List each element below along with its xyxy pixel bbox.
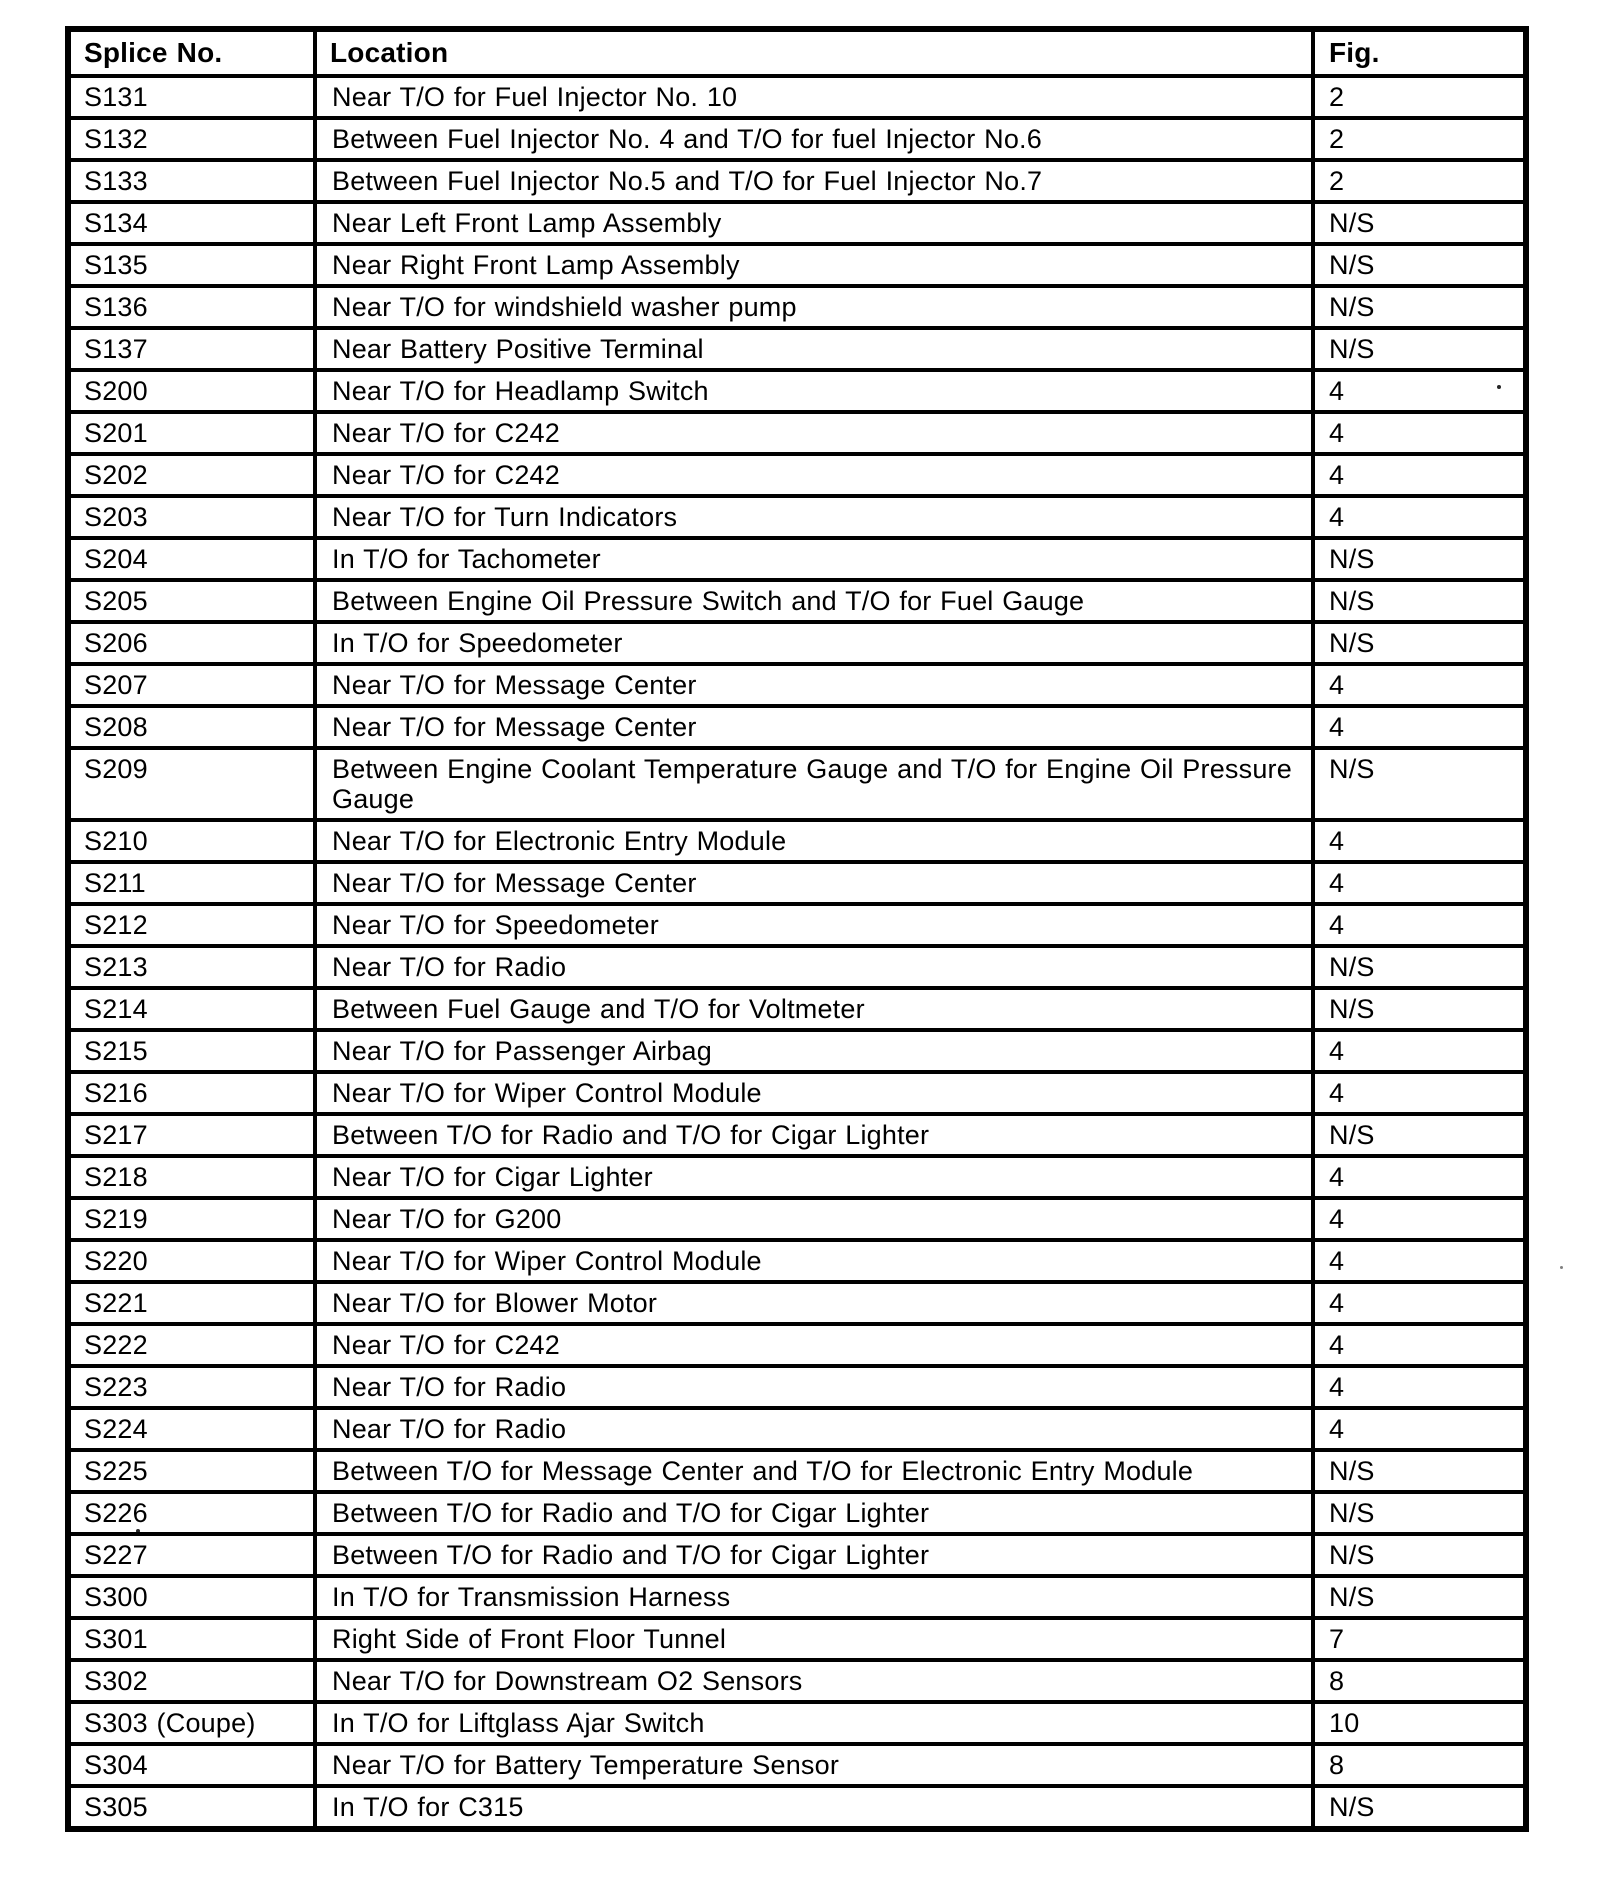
fig-cell: N/S: [1313, 622, 1526, 664]
table-row: [68, 1492, 1526, 1534]
location-cell: Near T/O for Fuel Injector No. 10: [315, 76, 1313, 118]
splice-no-cell: S200: [68, 370, 315, 412]
location-cell: Between Fuel Gauge and T/O for Voltmeter: [315, 988, 1313, 1030]
fig-cell: 4: [1313, 1366, 1526, 1408]
table-row: [68, 1366, 1526, 1408]
fig-cell: 4: [1313, 904, 1526, 946]
table-row: [68, 1534, 1526, 1576]
splice-no-cell: S225: [68, 1450, 315, 1492]
location-cell: In T/O for Tachometer: [315, 538, 1313, 580]
fig-cell: 4: [1313, 1072, 1526, 1114]
table-row: [68, 1660, 1526, 1702]
table-row: [68, 1786, 1526, 1829]
fig-cell: 4: [1313, 1408, 1526, 1450]
splice-no-cell: S217: [68, 1114, 315, 1156]
location-cell: Near T/O for C242: [315, 412, 1313, 454]
header-splice-no: Splice No.: [68, 29, 315, 76]
splice-no-cell: S137: [68, 328, 315, 370]
table-row: [68, 1030, 1526, 1072]
table-row: [68, 244, 1526, 286]
location-cell: Near T/O for Turn Indicators: [315, 496, 1313, 538]
fig-cell: N/S: [1313, 1114, 1526, 1156]
location-cell: Between T/O for Message Center and T/O for Electronic Entry Module: [315, 1450, 1313, 1492]
table-row: [68, 412, 1526, 454]
splice-no-cell: S203: [68, 496, 315, 538]
location-cell: Near Right Front Lamp Assembly: [315, 244, 1313, 286]
fig-cell: N/S: [1313, 946, 1526, 988]
table-row: [68, 1240, 1526, 1282]
fig-cell: 4: [1313, 412, 1526, 454]
location-cell: Near T/O for Electronic Entry Module: [315, 820, 1313, 862]
fig-cell: 2: [1313, 118, 1526, 160]
splice-no-cell: S303 (Coupe): [68, 1702, 315, 1744]
table-row: [68, 706, 1526, 748]
splice-no-cell: S226: [68, 1492, 315, 1534]
splice-location-table: [65, 26, 1529, 1832]
location-cell: Near T/O for Passenger Airbag: [315, 1030, 1313, 1072]
table-row: [68, 664, 1526, 706]
table-row: [68, 286, 1526, 328]
fig-cell: N/S: [1313, 1492, 1526, 1534]
splice-no-cell: S216: [68, 1072, 315, 1114]
location-cell: Near Left Front Lamp Assembly: [315, 202, 1313, 244]
scan-speck: [136, 1529, 140, 1533]
table-row: [68, 1744, 1526, 1786]
fig-cell: N/S: [1313, 1534, 1526, 1576]
location-cell: Near T/O for Headlamp Switch: [315, 370, 1313, 412]
table-row: [68, 454, 1526, 496]
location-cell: In T/O for Liftglass Ajar Switch: [315, 1702, 1313, 1744]
table-row: [68, 748, 1526, 820]
fig-cell: N/S: [1313, 988, 1526, 1030]
table-row: [68, 1156, 1526, 1198]
table-row: [68, 1324, 1526, 1366]
location-cell: Between Fuel Injector No. 4 and T/O for fuel Injector No.6: [315, 118, 1313, 160]
location-cell: Near T/O for Wiper Control Module: [315, 1240, 1313, 1282]
scan-speck: [1497, 385, 1501, 389]
splice-no-cell: S223: [68, 1366, 315, 1408]
location-cell: Near T/O for C242: [315, 1324, 1313, 1366]
table-row: [68, 622, 1526, 664]
location-cell: Near T/O for Radio: [315, 946, 1313, 988]
fig-cell: 10: [1313, 1702, 1526, 1744]
splice-no-cell: S224: [68, 1408, 315, 1450]
splice-no-cell: S209: [68, 748, 315, 820]
table-row: [68, 862, 1526, 904]
splice-no-cell: S134: [68, 202, 315, 244]
fig-cell: N/S: [1313, 1786, 1526, 1829]
fig-cell: 2: [1313, 76, 1526, 118]
splice-no-cell: S213: [68, 946, 315, 988]
fig-cell: 8: [1313, 1744, 1526, 1786]
location-cell: Near T/O for Radio: [315, 1366, 1313, 1408]
table-row: [68, 1576, 1526, 1618]
splice-no-cell: S131: [68, 76, 315, 118]
fig-cell: 4: [1313, 664, 1526, 706]
splice-no-cell: S214: [68, 988, 315, 1030]
table-row: [68, 1198, 1526, 1240]
fig-cell: N/S: [1313, 538, 1526, 580]
location-cell: Near T/O for C242: [315, 454, 1313, 496]
location-cell: Between T/O for Radio and T/O for Cigar Lighter: [315, 1492, 1313, 1534]
fig-cell: 4: [1313, 706, 1526, 748]
table-row: [68, 202, 1526, 244]
table-row: [68, 370, 1526, 412]
splice-no-cell: S304: [68, 1744, 315, 1786]
splice-no-cell: S210: [68, 820, 315, 862]
fig-cell: 4: [1313, 1198, 1526, 1240]
location-cell: Right Side of Front Floor Tunnel: [315, 1618, 1313, 1660]
fig-cell: N/S: [1313, 748, 1526, 820]
table-row: [68, 160, 1526, 202]
table-row: [68, 1408, 1526, 1450]
splice-no-cell: S305: [68, 1786, 315, 1829]
table-row: [68, 904, 1526, 946]
fig-cell: 4: [1313, 1156, 1526, 1198]
location-cell: In T/O for Transmission Harness: [315, 1576, 1313, 1618]
splice-no-cell: S202: [68, 454, 315, 496]
table-row: [68, 328, 1526, 370]
location-cell: Between T/O for Radio and T/O for Cigar Lighter: [315, 1114, 1313, 1156]
table-header: [68, 29, 1526, 76]
fig-cell: 4: [1313, 1282, 1526, 1324]
location-cell: Near T/O for Speedometer: [315, 904, 1313, 946]
scan-speck: [1560, 1266, 1563, 1269]
splice-no-cell: S212: [68, 904, 315, 946]
fig-cell: N/S: [1313, 328, 1526, 370]
fig-cell: N/S: [1313, 1450, 1526, 1492]
splice-no-cell: S207: [68, 664, 315, 706]
location-cell: Near T/O for Downstream O2 Sensors: [315, 1660, 1313, 1702]
location-cell: Near T/O for Message Center: [315, 664, 1313, 706]
location-cell: Near T/O for Wiper Control Module: [315, 1072, 1313, 1114]
splice-no-cell: S201: [68, 412, 315, 454]
table-row: [68, 1618, 1526, 1660]
table-body: [68, 76, 1526, 1829]
fig-cell: 4: [1313, 1240, 1526, 1282]
splice-no-cell: S215: [68, 1030, 315, 1072]
location-cell: Near T/O for Message Center: [315, 862, 1313, 904]
fig-cell: 4: [1313, 862, 1526, 904]
location-cell: Near T/O for Blower Motor: [315, 1282, 1313, 1324]
table-row: [68, 1702, 1526, 1744]
splice-no-cell: S135: [68, 244, 315, 286]
splice-no-cell: S218: [68, 1156, 315, 1198]
splice-no-cell: S205: [68, 580, 315, 622]
location-cell: Near T/O for Battery Temperature Sensor: [315, 1744, 1313, 1786]
splice-no-cell: S219: [68, 1198, 315, 1240]
location-cell: In T/O for C315: [315, 1786, 1313, 1829]
splice-no-cell: S211: [68, 862, 315, 904]
location-cell: Between Fuel Injector No.5 and T/O for Fuel Injector No.7: [315, 160, 1313, 202]
splice-no-cell: S204: [68, 538, 315, 580]
splice-no-cell: S220: [68, 1240, 315, 1282]
header-location: Location: [315, 29, 1313, 76]
splice-no-cell: S208: [68, 706, 315, 748]
table-row: [68, 1450, 1526, 1492]
splice-no-cell: S227: [68, 1534, 315, 1576]
fig-cell: 8: [1313, 1660, 1526, 1702]
fig-cell: 4: [1313, 370, 1526, 412]
table-row: [68, 580, 1526, 622]
fig-cell: N/S: [1313, 580, 1526, 622]
splice-no-cell: S222: [68, 1324, 315, 1366]
location-cell: In T/O for Speedometer: [315, 622, 1313, 664]
splice-no-cell: S136: [68, 286, 315, 328]
location-cell: Near Battery Positive Terminal: [315, 328, 1313, 370]
table-row: [68, 1072, 1526, 1114]
table-row: [68, 538, 1526, 580]
fig-cell: 2: [1313, 160, 1526, 202]
splice-no-cell: S132: [68, 118, 315, 160]
fig-cell: 4: [1313, 496, 1526, 538]
table-row: [68, 988, 1526, 1030]
fig-cell: N/S: [1313, 244, 1526, 286]
location-cell: Near T/O for Message Center: [315, 706, 1313, 748]
splice-no-cell: S133: [68, 160, 315, 202]
fig-cell: 4: [1313, 1030, 1526, 1072]
location-cell: Between Engine Coolant Temperature Gauge and T/O for Engine Oil Pressure Gauge: [315, 748, 1313, 820]
fig-cell: N/S: [1313, 202, 1526, 244]
location-cell: Near T/O for Radio: [315, 1408, 1313, 1450]
splice-no-cell: S302: [68, 1660, 315, 1702]
table-row: [68, 1114, 1526, 1156]
splice-no-cell: S300: [68, 1576, 315, 1618]
table-row: [68, 820, 1526, 862]
splice-no-cell: S301: [68, 1618, 315, 1660]
fig-cell: 7: [1313, 1618, 1526, 1660]
location-cell: Near T/O for G200: [315, 1198, 1313, 1240]
table-row: [68, 946, 1526, 988]
table-row: [68, 1282, 1526, 1324]
location-cell: Between T/O for Radio and T/O for Cigar Lighter: [315, 1534, 1313, 1576]
fig-cell: N/S: [1313, 1576, 1526, 1618]
fig-cell: 4: [1313, 1324, 1526, 1366]
location-cell: Between Engine Oil Pressure Switch and T/O for Fuel Gauge: [315, 580, 1313, 622]
fig-cell: 4: [1313, 820, 1526, 862]
header-fig: Fig.: [1313, 29, 1526, 76]
location-cell: Near T/O for windshield washer pump: [315, 286, 1313, 328]
header-row: [68, 29, 1526, 76]
fig-cell: N/S: [1313, 286, 1526, 328]
table-row: [68, 118, 1526, 160]
fig-cell: 4: [1313, 454, 1526, 496]
table-row: [68, 76, 1526, 118]
splice-no-cell: S221: [68, 1282, 315, 1324]
splice-no-cell: S206: [68, 622, 315, 664]
table-row: [68, 496, 1526, 538]
location-cell: Near T/O for Cigar Lighter: [315, 1156, 1313, 1198]
